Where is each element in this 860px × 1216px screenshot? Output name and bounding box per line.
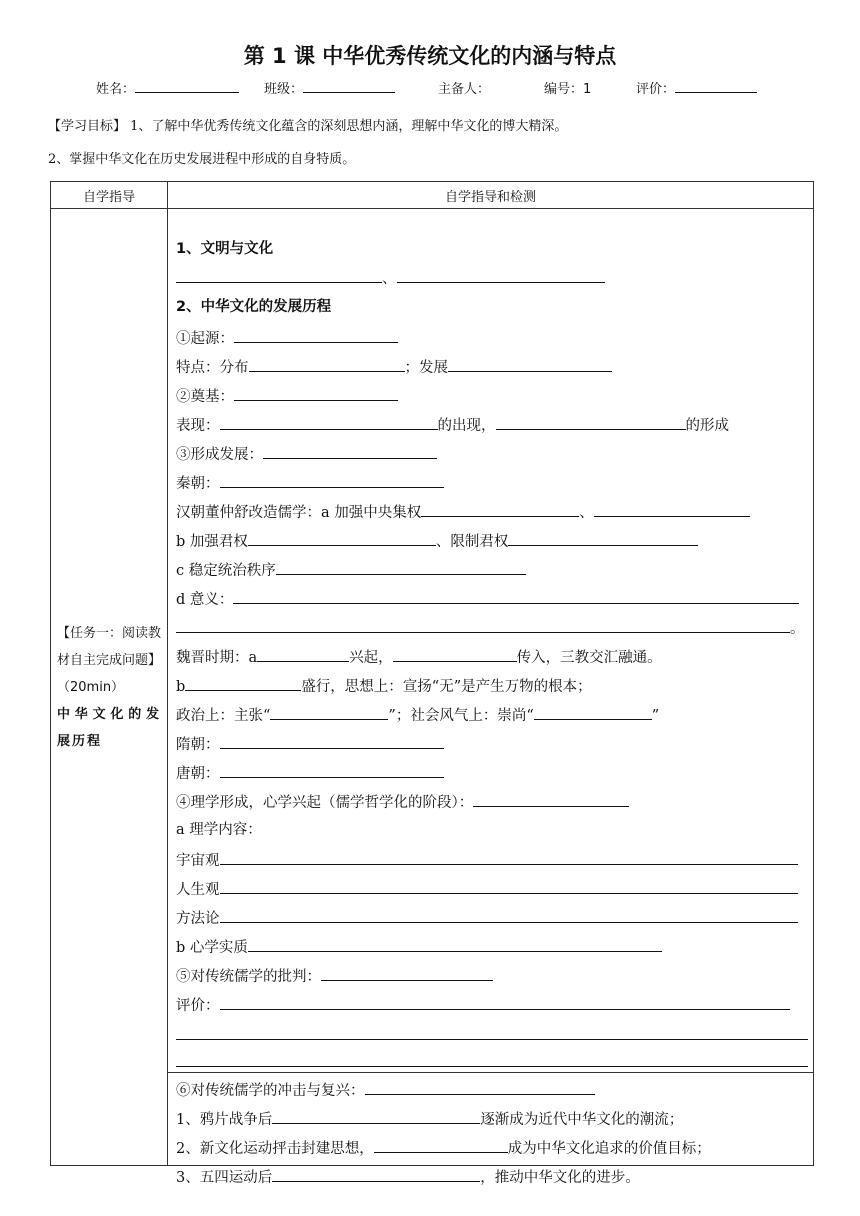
blank[interactable] <box>276 559 526 575</box>
qin-line: 秦朝： <box>176 472 444 494</box>
task-cell <box>51 209 168 1166</box>
tang-line: 唐朝： <box>176 762 444 784</box>
lixue-content: a 理学内容： <box>176 822 262 838</box>
blank[interactable] <box>248 530 436 546</box>
show-line: 表现： 的出现， 的形成 <box>176 414 729 436</box>
blank[interactable] <box>176 617 790 633</box>
blank[interactable] <box>272 1108 480 1124</box>
blank[interactable] <box>220 762 444 778</box>
name-blank[interactable] <box>135 80 239 93</box>
section-2-heading: 2、中华文化的发展历程 <box>176 299 332 315</box>
name-label: 姓名： <box>96 82 136 97</box>
blank[interactable] <box>365 1079 595 1095</box>
lixue-line: ④理学形成，心学兴起（儒学哲学化的阶段）： <box>176 791 629 813</box>
blank[interactable] <box>220 878 798 894</box>
blank[interactable] <box>473 791 629 807</box>
class-label: 班级： <box>264 82 304 97</box>
task-topic: 中华文化的发展历程 <box>57 706 161 749</box>
class-blank[interactable] <box>303 80 395 93</box>
blank[interactable] <box>393 646 517 662</box>
impact-2: 2、新文化运动抨击封建思想， 成为中华文化追求的价值目标； <box>176 1137 711 1159</box>
row-divider <box>168 1072 813 1073</box>
name-field <box>96 78 239 97</box>
origin-line: ①起源： <box>176 327 398 349</box>
feature-line: 特点：分布 ；发展 <box>176 356 612 378</box>
d-line-2: 。 <box>176 617 805 639</box>
blank[interactable] <box>448 356 612 372</box>
preparer-label: 主备人： <box>438 82 491 97</box>
blank-line[interactable] <box>176 1039 808 1040</box>
blank[interactable] <box>220 907 798 923</box>
c-line: c 稳定统治秩序 <box>176 559 526 581</box>
d-line: d 意义： <box>176 588 799 610</box>
blank[interactable] <box>220 994 790 1010</box>
section-1-heading: 1、文明与文化 <box>176 241 274 257</box>
blank[interactable] <box>248 936 662 952</box>
han-line: 汉朝董仲舒改造儒学：a 加强中央集权 、 <box>176 501 750 523</box>
b-line: b 加强君权 、限制君权 <box>176 530 698 552</box>
blank[interactable] <box>263 443 437 459</box>
study-table <box>50 181 814 1186</box>
goal-2: 2、掌握中华文化在历史发展进程中形成的自身特质。 <box>48 152 356 167</box>
blank[interactable] <box>249 356 405 372</box>
sui-line: 隋朝： <box>176 733 444 755</box>
blank[interactable] <box>594 501 750 517</box>
blank[interactable] <box>496 414 686 430</box>
eval-blank[interactable] <box>675 80 757 93</box>
col1-header: 自学指导 <box>51 182 168 209</box>
blank[interactable] <box>176 267 382 283</box>
blank[interactable] <box>233 588 799 604</box>
number-label: 编号：1 <box>544 82 592 97</box>
blank-line[interactable] <box>176 1066 808 1067</box>
eval-field <box>636 78 757 97</box>
critique-line: ⑤对传统儒学的批判： <box>176 965 493 987</box>
impact-3: 3、五四运动后 ，推动中华文化的进步。 <box>176 1166 640 1188</box>
goal-label: 【学习目标】 <box>48 119 127 134</box>
wei-line: 魏晋时期：a 兴起， 传入，三教交汇融通。 <box>176 646 662 668</box>
formation-line: ③形成发展： <box>176 443 437 465</box>
blank[interactable] <box>421 501 579 517</box>
wei-b-line: b 盛行，思想上：宣扬“无”是产生万物的根本； <box>176 675 592 697</box>
content-cell <box>168 209 814 1186</box>
blank[interactable] <box>220 733 444 749</box>
foundation-line: ②奠基： <box>176 385 398 407</box>
blank[interactable] <box>397 267 605 283</box>
col2-header: 自学指导和检测 <box>168 182 814 209</box>
method-line: 方法论 <box>176 907 798 929</box>
impact-1: 1、鸦片战争后 逐渐成为近代中华文化的潮流； <box>176 1108 683 1130</box>
impact-line: ⑥对传统儒学的冲击与复兴： <box>176 1079 595 1101</box>
goal-1: 1、了解中华优秀传统文化蕴含的深刻思想内涵，理解中华文化的博大精深。 <box>130 119 568 134</box>
blank[interactable] <box>185 675 301 691</box>
blank[interactable] <box>270 704 388 720</box>
blank[interactable] <box>272 1166 480 1182</box>
eval-label: 评价： <box>636 82 676 97</box>
blank[interactable] <box>508 530 698 546</box>
section-1-blanks: 、 <box>176 267 605 289</box>
politics-line: 政治上：主张“ ”；社会风气上：崇尚“ ” <box>176 704 659 726</box>
xinxue-line: b 心学实质 <box>176 936 662 958</box>
page-title: 第 1 课 中华优秀传统文化的内涵与特点 <box>243 44 617 68</box>
blank[interactable] <box>234 327 398 343</box>
blank[interactable] <box>534 704 652 720</box>
evaluation-line: 评价： <box>176 994 790 1016</box>
cosmos-line: 宇宙观 <box>176 849 798 871</box>
blank[interactable] <box>220 849 798 865</box>
blank[interactable] <box>220 472 444 488</box>
task-label: 【任务一：阅读教材自主完成问题】（20min） <box>57 625 162 695</box>
blank[interactable] <box>234 385 398 401</box>
blank[interactable] <box>321 965 493 981</box>
blank[interactable] <box>374 1137 508 1153</box>
blank[interactable] <box>220 414 438 430</box>
life-line: 人生观 <box>176 878 798 900</box>
class-field <box>264 78 395 97</box>
goal-line-1 <box>48 115 567 134</box>
blank[interactable] <box>257 646 349 662</box>
